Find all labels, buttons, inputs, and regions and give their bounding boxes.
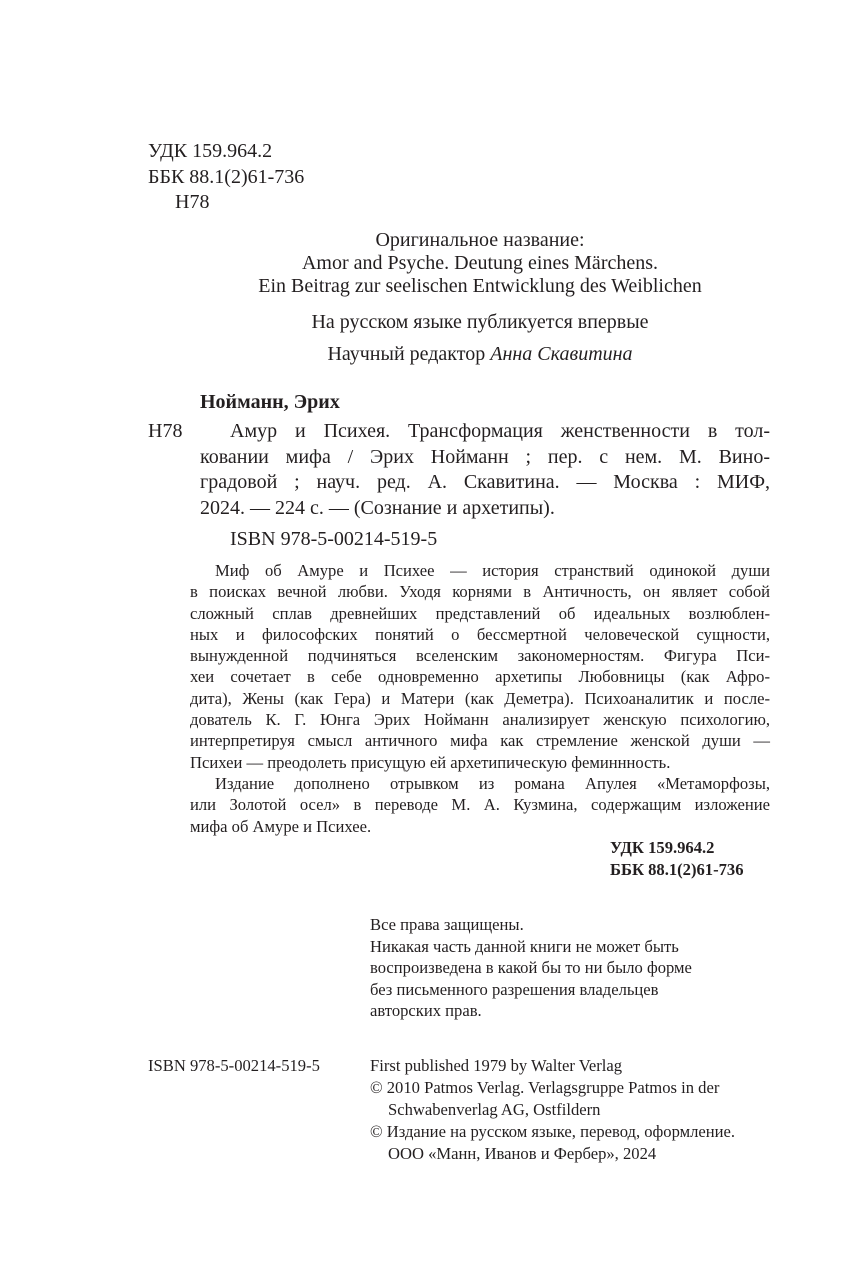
- annotation-line: сложный сплав древнейших представлений об идеальных возлюблен-: [190, 603, 770, 623]
- annotation-line: Миф об Амуре и Психее — история странствий одинокой души: [215, 561, 770, 580]
- classification-codes: [148, 139, 304, 216]
- annotation-line: Издание дополнено отрывком из романа Апулея «Метаморфозы,: [215, 773, 770, 793]
- annotation-line: хеи сочетает в себе одновременно архетипы Любовницы (как Афро-: [190, 667, 770, 687]
- catalog-line: Амур и Психея. Трансформация женственности в тол-: [230, 420, 770, 442]
- footer-bbk: ББК 88.1(2)61-736: [610, 860, 744, 879]
- annotation-line: мифа об Амуре и Психее.: [190, 816, 372, 836]
- first-publication-note: На русском языке публикуется впервые: [311, 311, 649, 333]
- catalog-line: 2024. — 224 с. — (Сознание и архетипы).: [200, 496, 555, 519]
- annotation-line: Психеи — преодолеть присущую ей архетипическую феминнность.: [190, 752, 671, 772]
- imprint-line: © Издание на русском языке, перевод, оформление.: [370, 1122, 736, 1141]
- rights-notice: [370, 914, 692, 1022]
- original-title-label: Оригинальное название:: [375, 229, 585, 251]
- annotation: [190, 560, 770, 837]
- annotation-line: дователь К. Г. Юнга Эрих Нойманн анализирует женскую психологию,: [190, 710, 770, 730]
- original-title-block: [180, 229, 780, 298]
- footer-codes: [610, 837, 744, 881]
- catalog-isbn: ISBN 978-5-00214-519-5: [230, 528, 438, 550]
- catalog-description: [200, 419, 770, 521]
- imprint-isbn: ISBN 978-5-00214-519-5: [148, 1056, 320, 1075]
- rights-line: без письменного разрешения владельцев: [370, 979, 659, 999]
- rights-line: авторских прав.: [370, 1001, 482, 1020]
- udk-code: УДК 159.964.2: [148, 140, 273, 162]
- catalog-line: градовой ; науч. ред. А. Скавитина. — Москва : МИФ,: [200, 471, 770, 493]
- catalog-mark: Н78: [148, 420, 183, 442]
- editor-label: Научный редактор: [327, 343, 486, 365]
- imprint-line: © 2010 Patmos Verlag. Verlagsgruppe Patmos in der: [370, 1078, 720, 1097]
- imprint-line: First published 1979 by Walter Verlag: [370, 1056, 622, 1075]
- footer-udk: УДК 159.964.2: [610, 838, 715, 857]
- imprint-line: Schwabenverlag AG, Ostfildern: [388, 1100, 601, 1119]
- rights-line: Никакая часть данной книги не может быть: [370, 936, 679, 956]
- annotation-line: в поисках вечной любви. Уходя корнями в Античность, он являет собой: [190, 582, 770, 602]
- imprint-lines: [370, 1055, 735, 1165]
- catalog-author: Нойманн, Эрих: [200, 391, 340, 413]
- annotation-line: или Золотой осел» в переводе М. А. Кузмина, содержащим изложение: [190, 795, 770, 815]
- original-title-line: Amor and Psyche. Deutung eines Märchens.: [301, 252, 659, 274]
- original-title-line: Ein Beitrag zur seelischen Entwicklung des Weiblichen: [258, 275, 702, 297]
- annotation-line: ных и философских понятий о бессмертной человеческой сущности,: [190, 624, 770, 644]
- annotation-line: дита), Жены (как Гера) и Матери (как Деметра). Психоаналитик и после-: [190, 688, 770, 708]
- bbk-code: ББК 88.1(2)61-736: [148, 165, 305, 188]
- rights-line: воспроизведена в какой бы то ни было форме: [370, 958, 692, 977]
- catalog-line: ковании мифа / Эрих Нойманн ; пер. с нем. М. Вино-: [200, 445, 770, 468]
- editor-name: Анна Скавитина: [490, 343, 633, 365]
- editor-line: [180, 342, 780, 368]
- imprint-line: ООО «Манн, Иванов и Фербер», 2024: [388, 1144, 657, 1163]
- annotation-line: вынужденной подчиняться вселенским закономерностям. Фигура Пси-: [190, 646, 770, 666]
- annotation-line: интерпретируя смысл античного мифа как стремление женской души —: [190, 731, 770, 751]
- rights-line: Все права защищены.: [370, 915, 524, 934]
- author-mark: Н78: [175, 191, 210, 213]
